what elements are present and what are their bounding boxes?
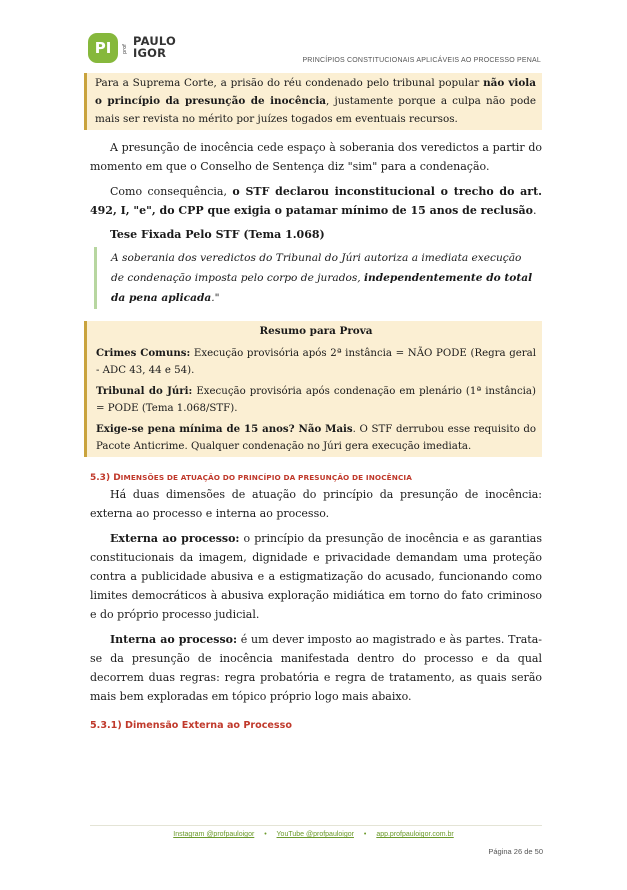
page-content <box>90 73 542 731</box>
paragraph-emphasis: o STF declarou inconstitucional o trecho do art. 492, I, "e", do CPP que exigia o patamar mínimo de 15 anos de reclusão <box>90 185 542 217</box>
subsection-heading: 5.3.1) Dimensão Externa ao Processo <box>90 720 292 731</box>
paragraph-emphasis: Externa ao processo: <box>110 532 240 545</box>
quote-emphasis: independentemente do total da pena aplicada <box>111 272 533 304</box>
paragraph: Há duas dimensões de atuação do princípio da presunção de inocência: externa ao processo e interna ao processo. <box>90 488 542 520</box>
app-link[interactable]: app.profpauloigor.com.br <box>376 831 454 838</box>
section-heading <box>90 471 542 485</box>
thesis-heading: Tese Fixada Pelo STF (Tema 1.068) <box>110 228 325 241</box>
paragraph-text: . <box>532 204 537 217</box>
summary-item-label: Exige-se pena mínima de 15 anos? Não Mais <box>96 423 353 435</box>
paragraph-text: é um dever imposto ao magistrado e às partes. Trata-se da presunção de inocência manifestada dentro do processo e da qual decorrem duas regras: regra probatória e regra de tratamento, as quais serão mais bem exploradas em tópico próprio logo mais abaixo. <box>90 633 542 703</box>
logo-prof-label: prof <box>122 44 128 54</box>
paragraph <box>90 182 542 220</box>
section-heading-title: IMENSÕES DE ATUAÇÃO DO PRINCÍPIO DA PRESUNÇÃO DE INOCÊNCIA <box>120 473 412 482</box>
running-header: PRINCÍPIOS CONSTITUCIONAIS APLICÁVEIS AO PROCESSO PENAL <box>302 57 541 64</box>
section-heading-number: 5.3) D <box>90 473 121 483</box>
quote-text-part: ." <box>211 292 220 304</box>
summary-item-text: . O STF derrubou esse requisito do Pacote Anticrime. Qualquer condenação no Júri gera execução imediata. <box>96 424 536 452</box>
callout-text <box>95 74 536 128</box>
page-number: Página 26 de 50 <box>488 847 543 856</box>
quote-text <box>111 248 534 308</box>
footer-divider <box>90 825 542 826</box>
summary-item-label: Crimes Comuns: <box>96 347 191 359</box>
callout-text-part: Para a Suprema Corte, a prisão do réu condenado pelo tribunal popular <box>95 77 484 89</box>
logo-badge: PI <box>88 33 118 63</box>
instagram-link[interactable]: Instagram @profpauloigor <box>173 831 255 838</box>
youtube-link[interactable]: YouTube @profpauloigor <box>276 831 354 838</box>
logo-name <box>133 35 176 59</box>
exam-summary-box <box>84 321 542 457</box>
summary-item-text: Execução provisória após condenação em plenário (1ª instância) = PODE (Tema 1.068/STF). <box>96 386 536 414</box>
brand-logo <box>88 33 218 67</box>
highlight-callout <box>84 73 542 130</box>
summary-item <box>96 383 536 417</box>
summary-item <box>96 421 536 457</box>
footer-separator: • <box>264 831 267 838</box>
footer-links <box>0 831 627 838</box>
summary-item-label: Tribunal do Júri: <box>96 385 193 397</box>
callout-emphasis: não viola o princípio da presunção de inocência <box>95 77 536 107</box>
paragraph-text: o princípio da presunção de inocência e as garantias constitucionais da imagem, dignidade e privacidade demandam uma proteção contra a publicidade abusiva e a estigmatização do acusado, funcionando como limites democráticos à abusiva exploração midiática em torno do fato criminoso e do próprio processo judicial. <box>90 532 542 621</box>
summary-title: Resumo para Prova <box>259 325 373 337</box>
quote-text-part: A soberania dos veredictos do Tribunal do Júri autoriza a imediata execução de condenação imposta pelo corpo de jurados, <box>111 252 522 284</box>
logo-name-line1: PAULO <box>133 34 176 48</box>
summary-item-text: Execução provisória após 2ª instância = NÃO PODE (Regra geral - ADC 43, 44 e 54). <box>96 348 536 376</box>
paragraph-text: Como consequência, <box>110 185 233 198</box>
callout-text-part: , justamente porque a culpa não pode mais ser revista no mérito por juízes togados em eventuais recursos. <box>95 95 536 125</box>
footer-separator: • <box>363 831 367 838</box>
summary-item <box>96 345 536 379</box>
paragraph <box>90 630 542 706</box>
thesis-quote <box>94 247 542 309</box>
logo-name-line2: IGOR <box>133 46 167 60</box>
paragraph: A presunção de inocência cede espaço à soberania dos veredictos a partir do momento em que o Conselho de Sentença diz "sim" para a condenação. <box>90 141 542 173</box>
paragraph <box>90 529 542 624</box>
paragraph-emphasis: Interna ao processo: <box>110 633 238 646</box>
